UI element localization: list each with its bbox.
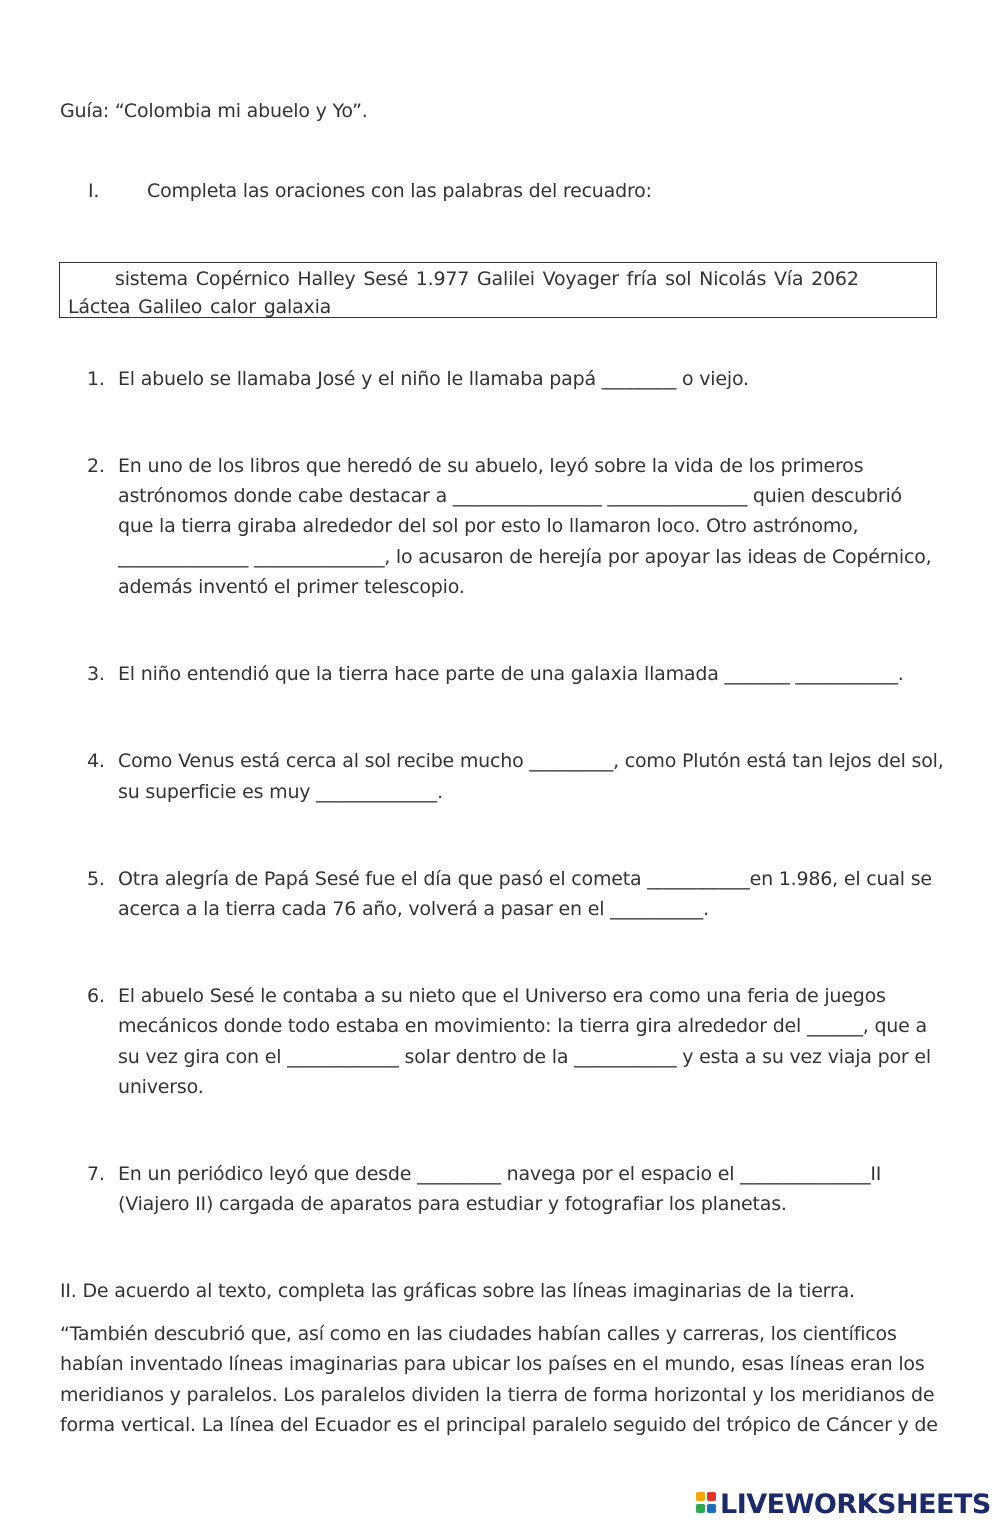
logo-icon <box>696 1491 718 1517</box>
question-line: (Viajero II) cargada de aparatos para estudiar y fotografiar los planetas. <box>118 1193 787 1215</box>
paragraph-line: meridianos y paralelos. Los paralelos dividen la tierra de forma horizontal y los meridianos de <box>60 1384 935 1406</box>
word-bank-line-1: sistema Copérnico Halley Sesé 1.977 Galilei Voyager fría sol Nicolás Vía 2062 <box>115 268 859 290</box>
word-bank-line-2: Láctea Galileo calor galaxia <box>68 296 332 318</box>
question-line: En uno de los libros que heredó de su abuelo, leyó sobre la vida de los primeros <box>118 455 864 477</box>
question-line: ______________ ______________, lo acusaron de herejía por apoyar las ideas de Copérnico, <box>118 546 932 568</box>
question-line: El niño entendió que la tierra hace parte de una galaxia llamada _______ ___________. <box>118 663 904 685</box>
question-number: 2. <box>87 455 105 477</box>
paragraph-line: “También descubrió que, así como en las ciudades habían calles y carreras, los científicos <box>60 1323 897 1345</box>
question-number: 7. <box>87 1163 105 1185</box>
worksheet-title: Guía: “Colombia mi abuelo y Yo”. <box>60 100 368 122</box>
question-line: Otra alegría de Papá Sesé fue el día que pasó el cometa ___________en 1.986, el cual se <box>118 868 932 890</box>
word-bank-box <box>59 262 937 318</box>
question-line: mecánicos donde todo estaba en movimiento: la tierra gira alrededor del ______, que a <box>118 1015 927 1037</box>
liveworksheets-logo[interactable] <box>696 1486 991 1522</box>
paragraph-line: forma vertical. La línea del Ecuador es el principal paralelo seguido del trópico de Cáncer y de <box>60 1414 938 1436</box>
question-number: 4. <box>87 750 105 772</box>
question-line: su superficie es muy _____________. <box>118 781 443 803</box>
question-line: universo. <box>118 1076 204 1098</box>
question-number: 6. <box>87 985 105 1007</box>
question-line: El abuelo Sesé le contaba a su nieto que el Universo era como una feria de juegos <box>118 985 886 1007</box>
paragraph-line: habían inventado líneas imaginarias para ubicar los países en el mundo, esas líneas eran los <box>60 1353 925 1375</box>
question-line: su vez gira con el ____________ solar dentro de la ___________ y esta a su vez viaja por el <box>118 1046 931 1068</box>
question-number: 1. <box>87 368 105 390</box>
section-1-instruction: Completa las oraciones con las palabras del recuadro: <box>147 180 652 202</box>
question-line: El abuelo se llamaba José y el niño le llamaba papá ________ o viejo. <box>118 368 749 390</box>
logo-text: LIVEWORKSHEETS <box>720 1488 991 1520</box>
question-line: acerca a la tierra cada 76 año, volverá a pasar en el __________. <box>118 898 709 920</box>
section-1-number: I. <box>88 180 100 202</box>
question-line: astrónomos donde cabe destacar a ________________ _______________ quien descubrió <box>118 485 902 507</box>
question-line: Como Venus está cerca al sol recibe mucho _________, como Plutón está tan lejos del sol, <box>118 750 944 772</box>
question-number: 5. <box>87 868 105 890</box>
question-line: además inventó el primer telescopio. <box>118 576 465 598</box>
question-line: En un periódico leyó que desde _________ navega por el espacio el ______________II <box>118 1163 882 1185</box>
question-number: 3. <box>87 663 105 685</box>
section-2-heading: II. De acuerdo al texto, completa las gráficas sobre las líneas imaginarias de la tierra. <box>60 1280 855 1302</box>
question-line: que la tierra giraba alrededor del sol por esto lo llamaron loco. Otro astrónomo, <box>118 515 859 537</box>
